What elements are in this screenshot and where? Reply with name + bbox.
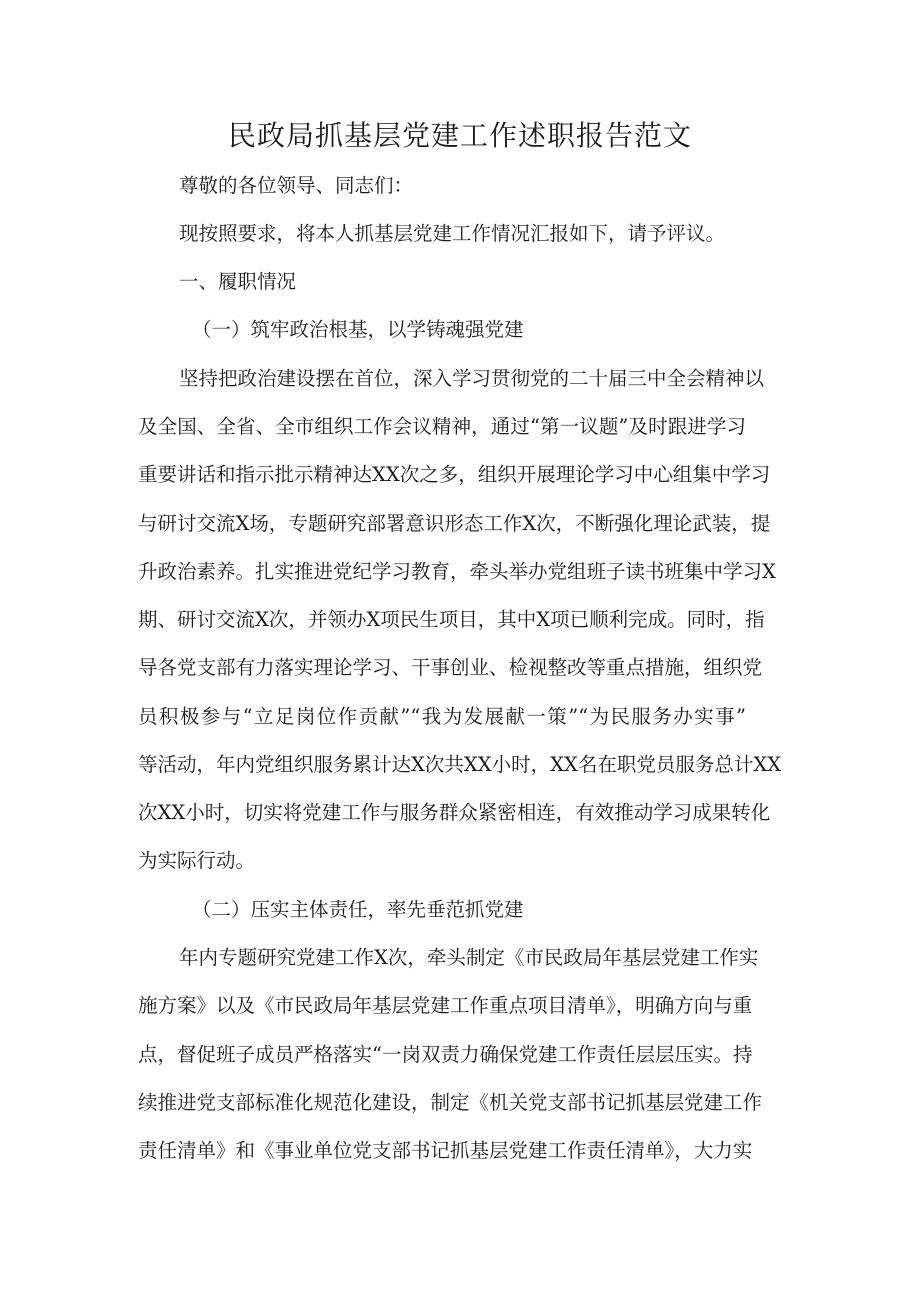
paragraph-1-line: 坚持把政治建设摆在首位，深入学习贯彻党的二十届三中全会精神以 [179, 367, 765, 390]
paragraph-1-line: 升政治素养。扎实推进党纪学习教育，牵头举办党组班子读书班集中学习X [138, 560, 776, 583]
section-heading-1: 一、履职情况 [179, 270, 297, 293]
document-title: 民政局抓基层党建工作述职报告范文 [227, 119, 692, 152]
subsection-heading-2: （二）压实主体责任，率先垂范抓党建 [192, 898, 524, 921]
paragraph-2-line: 点，督促班子成员严格落实“一岗双责力确保党建工作责任层层压实。持 [138, 1043, 753, 1066]
intro-paragraph: 现按照要求，将本人抓基层党建工作情况汇报如下，请予评议。 [179, 222, 726, 245]
paragraph-1-line: 与研讨交流X场，专题研究部署意识形态工作X次，不断强化理论武装，提 [138, 512, 771, 535]
paragraph-1-line: 为实际行动。 [138, 849, 256, 872]
paragraph-2-line: 施方案》以及《市民政局年基层党建工作重点项目清单》，明确方向与重 [138, 994, 753, 1017]
paragraph-2-line: 年内专题研究党建工作X次，牵头制定《市民政局年基层党建工作实 [179, 946, 759, 969]
paragraph-1-line: 次XX小时，切实将党建工作与服务群众紧密相连，有效推动学习成果转化 [138, 801, 771, 824]
paragraph-1-line: 重要讲话和指示批示精神达XX次之多，组织开展理论学习中心组集中学习 [138, 463, 771, 486]
paragraph-1-line: 及全国、全省、全市组织工作会议精神，通过“第一议题”及时跟进学习 [138, 415, 746, 438]
paragraph-1-line: 导各党支部有力落实理论学习、干事创业、检视整改等重点措施，组织党 [138, 656, 763, 679]
paragraph-1-line: 等活动，年内党组织服务累计达X次共XX小时，XX名在职党员服务总计XX [138, 753, 782, 776]
subsection-heading-1: （一）筑牢政治根基，以学铸魂强党建 [192, 318, 524, 341]
paragraph-1-line: 员积极参与“立足岗位作贡献”“我为发展献一策”“为民服务办实事” [138, 705, 746, 728]
paragraph-1-line: 期、研讨交流X次，并领办X项民生项目，其中X项已顺利完成。同时，指 [138, 608, 765, 631]
paragraph-2-line: 责任清单》和《事业单位党支部书记抓基层党建工作责任清单》，大力实 [138, 1139, 753, 1162]
paragraph-2-line: 续推进党支部标准化规范化建设，制定《机关党支部书记抓基层党建工作 [138, 1091, 763, 1114]
greeting: 尊敬的各位领导、同志们： [179, 174, 414, 197]
